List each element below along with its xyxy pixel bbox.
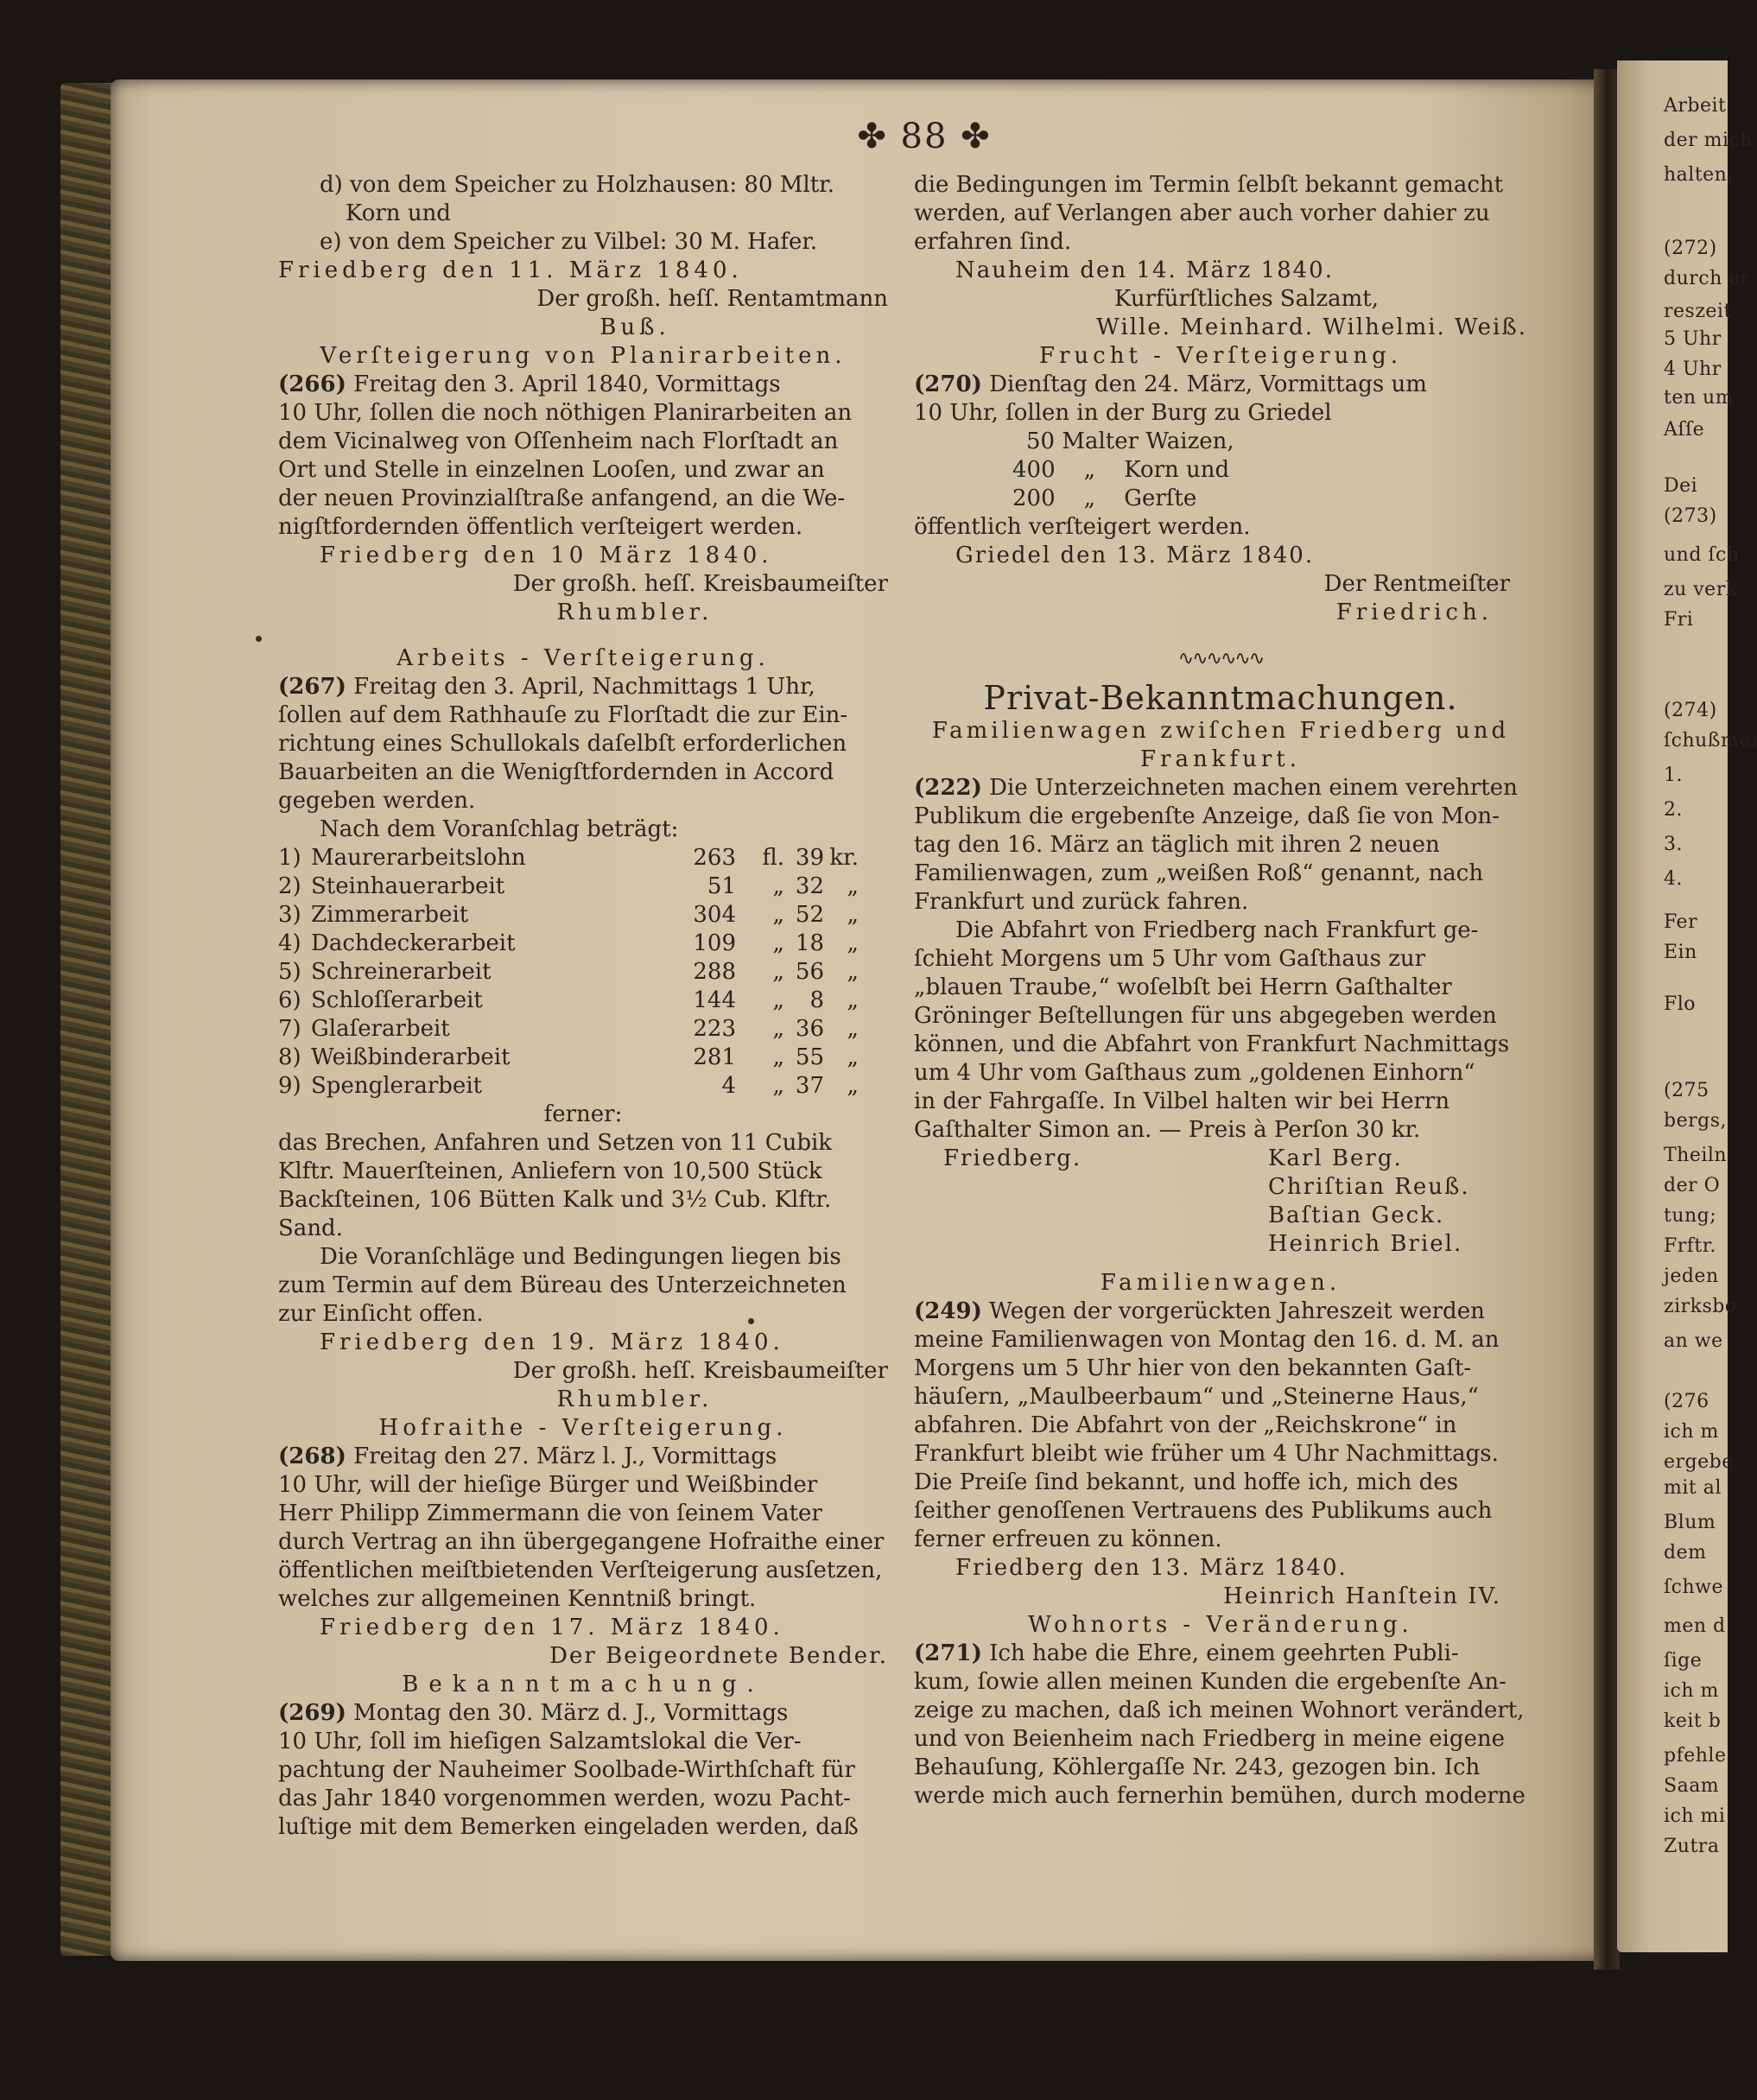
adjacent-page-text: mit al bbox=[1664, 1477, 1722, 1499]
notice-text: Publikum die ergebenſte Anzeige, daß ſie von Mon- bbox=[914, 803, 1500, 829]
notice-text: ſollen auf dem Rathhauſe zu Florſtadt die zur Ein- bbox=[278, 702, 848, 728]
adjacent-page-text: 2. bbox=[1664, 799, 1683, 821]
dateline: Friedberg den 19. März 1840. bbox=[320, 1329, 784, 1355]
notice-text: Familienwagen, zum „weißen Roß“ genannt, nach bbox=[914, 860, 1484, 886]
notice-heading-270: Frucht - Verſteigerung. bbox=[1038, 343, 1403, 369]
cost-row bbox=[278, 987, 888, 1015]
notice-text: Morgens um 5 Uhr hier von den bekannten Gaſt- bbox=[914, 1355, 1472, 1381]
notice-text: kum, ſowie allen meinen Kunden die ergebenſte An- bbox=[914, 1669, 1506, 1695]
cost-item-label: Steinhauerarbeit bbox=[311, 873, 505, 899]
adjacent-page-text: Fer bbox=[1664, 911, 1698, 933]
cost-gulden-unit: fl. bbox=[762, 845, 784, 871]
notice-text: Ich habe die Ehre, einem geehrten Publi- bbox=[989, 1640, 1459, 1666]
cost-gulden: 109 bbox=[693, 930, 736, 956]
notice-number: (222) bbox=[914, 775, 982, 801]
cost-table bbox=[278, 844, 888, 1101]
cost-kreuzer-unit: „ bbox=[847, 1073, 859, 1099]
cost-item-number: 8) bbox=[278, 1044, 301, 1070]
adjacent-page-text: men d bbox=[1664, 1615, 1726, 1637]
notice-heading-267: Arbeits - Verſteigerung. bbox=[396, 645, 770, 671]
cost-gulden-unit: „ bbox=[772, 959, 784, 985]
cost-gulden: 4 bbox=[721, 1073, 736, 1099]
notice-text: pachtung der Nauheimer Soolbade-Wirthſchaft für bbox=[278, 1757, 855, 1783]
adjacent-page-text: (276 bbox=[1664, 1391, 1709, 1412]
adjacent-page-text: (274) bbox=[1664, 700, 1717, 721]
cost-gulden-unit: „ bbox=[772, 873, 784, 899]
notice-text: der neuen Provinzialſtraße anfangend, an die We- bbox=[278, 485, 846, 511]
notice-text: öffentlich verſteigert werden. bbox=[914, 514, 1251, 540]
cost-kreuzer-unit: „ bbox=[847, 902, 859, 928]
cost-gulden-unit: „ bbox=[772, 1044, 784, 1070]
notice-number: (269) bbox=[278, 1700, 346, 1726]
cost-kreuzer: 8 bbox=[809, 987, 824, 1013]
notice-text: Die Unterzeichneten machen einem verehrten bbox=[989, 775, 1518, 801]
cost-kreuzer: 32 bbox=[795, 873, 824, 899]
notice-text: dem Vicinalweg von Oſſenheim nach Florſtadt an bbox=[278, 428, 839, 454]
cost-item-label: Dachdeckerarbeit bbox=[311, 930, 516, 956]
cost-gulden: 223 bbox=[693, 1016, 736, 1042]
notice-text: nigſtfordernden öffentlich verſteigert werden. bbox=[278, 514, 803, 540]
notice-text: Die Voranſchläge und Bedingungen liegen bis bbox=[320, 1244, 841, 1270]
cost-row bbox=[278, 872, 888, 901]
book-gutter bbox=[1594, 69, 1620, 1970]
ornament-right-icon: ✤ bbox=[961, 117, 992, 156]
notice-text: zum Termin auf dem Büreau des Unterzeichneten bbox=[278, 1272, 847, 1298]
dateline: Friedberg den 11. März 1840. bbox=[278, 257, 743, 283]
adjacent-page-text: ergebe bbox=[1664, 1451, 1734, 1473]
adjacent-page-text: Dei bbox=[1664, 475, 1698, 497]
cost-item-label: Schreinerarbeit bbox=[311, 959, 492, 985]
notice-text: 10 Uhr, ſoll im hieſigen Salzamtslokal die Ver- bbox=[278, 1729, 802, 1754]
cost-gulden: 288 bbox=[693, 959, 736, 985]
notice-number: (267) bbox=[278, 674, 346, 700]
grain-item: 200 „ Gerſte bbox=[1012, 485, 1197, 511]
adjacent-page-text: (275 bbox=[1664, 1080, 1709, 1101]
adjacent-page-text: Frftr. bbox=[1664, 1235, 1716, 1257]
notice-text: können, und die Abfahrt von Frankfurt Nachmittags bbox=[914, 1031, 1510, 1057]
adjacent-page-text: 4. bbox=[1664, 868, 1683, 890]
grain-item: 50 Malter Waizen, bbox=[1026, 428, 1234, 454]
adjacent-page-text: ich mi bbox=[1664, 1805, 1726, 1827]
right-column bbox=[914, 171, 1527, 1811]
notice-text: öffentlichen meiſtbietenden Verſteigerung ausſetzen, bbox=[278, 1558, 883, 1583]
notice-text: das Jahr 1840 vorgenommen werden, wozu Pacht- bbox=[278, 1786, 851, 1811]
signature: Heinrich Hanſtein IV. bbox=[1223, 1583, 1501, 1609]
adjacent-page-text: Aſſe bbox=[1664, 419, 1705, 441]
notice-heading-266: Verſteigerung von Planirarbeiten. bbox=[320, 343, 847, 369]
signature: Der Beigeordnete Bender. bbox=[549, 1643, 888, 1669]
cost-item-number: 1) bbox=[278, 845, 301, 871]
notice-text: tag den 16. März an täglich mit ihren 2 neuen bbox=[914, 832, 1440, 858]
cost-kreuzer: 56 bbox=[795, 959, 824, 985]
cost-gulden: 51 bbox=[707, 873, 736, 899]
cost-kreuzer-unit: „ bbox=[847, 987, 859, 1013]
notice-text: häuſern, „Maulbeerbaum“ und „Steinerne Haus,“ bbox=[914, 1384, 1479, 1410]
adjacent-page-text: ſchwe bbox=[1664, 1577, 1723, 1598]
cost-kreuzer-unit: „ bbox=[847, 873, 859, 899]
notice-text: Dienſtag den 24. März, Vormittags um bbox=[989, 371, 1427, 397]
signature-name: Friedrich. bbox=[1335, 600, 1493, 625]
ornament-left-icon: ✤ bbox=[857, 117, 888, 156]
cost-row bbox=[278, 1044, 888, 1072]
cost-gulden-unit: „ bbox=[772, 1073, 784, 1099]
notice-text: Behauſung, Köhlergaſſe Nr. 243, gezogen bin. Ich bbox=[914, 1754, 1481, 1780]
cost-gulden-unit: „ bbox=[772, 987, 784, 1013]
adjacent-page-text: ſchußmei bbox=[1664, 730, 1757, 752]
notice-text: Die Abfahrt von Friedberg nach Frankfurt ge- bbox=[955, 917, 1479, 943]
adjacent-page-text: 3. bbox=[1664, 834, 1683, 855]
cost-item-label: Zimmerarbeit bbox=[311, 902, 469, 928]
notice-heading-222: Familienwagen zwiſchen Friedberg und bbox=[931, 718, 1510, 744]
notice-text: Klftr. Mauerſteinen, Anliefern von 10,500 Stück bbox=[278, 1158, 822, 1184]
notice-number: (266) bbox=[278, 371, 346, 397]
signature-name: Rhumbler. bbox=[556, 600, 714, 625]
notice-text: werde mich auch fernerhin bemühen, durch moderne bbox=[914, 1783, 1525, 1809]
notice-text: 10 Uhr, ſollen in der Burg zu Griedel bbox=[914, 400, 1332, 426]
adjacent-page-text: dem bbox=[1664, 1542, 1707, 1564]
adjacent-page-text: an we bbox=[1664, 1330, 1723, 1352]
page-number bbox=[795, 117, 1054, 156]
adjacent-page-text: 4 Uhr bbox=[1664, 358, 1722, 380]
cost-intro: Nach dem Voranſchlag beträgt: bbox=[320, 816, 679, 842]
adjacent-page-text: und ſch bbox=[1664, 544, 1740, 566]
paper-speck bbox=[256, 636, 262, 642]
notice-text: Freitag den 3. April, Nachmittags 1 Uhr, bbox=[353, 674, 815, 700]
notice-text: Herr Philipp Zimmermann die von ſeinem Vater bbox=[278, 1500, 822, 1526]
cost-item-number: 2) bbox=[278, 873, 301, 899]
cost-gulden: 281 bbox=[693, 1044, 736, 1070]
dateline: Nauheim den 14. März 1840. bbox=[955, 257, 1334, 283]
notice-text: werden, auf Verlangen aber auch vorher dahier zu bbox=[914, 200, 1490, 226]
adjacent-page-text: 1. bbox=[1664, 765, 1683, 786]
intro-line: d) von dem Speicher zu Holzhausen: 80 Mltr. bbox=[320, 172, 835, 198]
notice-text: um 4 Uhr vom Gaſthaus zum „goldenen Einhorn“ bbox=[914, 1060, 1475, 1086]
notice-number: (271) bbox=[914, 1640, 982, 1666]
cost-item-number: 9) bbox=[278, 1073, 301, 1099]
notice-text: Frankfurt und zurück fahren. bbox=[914, 889, 1249, 915]
cost-gulden-unit: „ bbox=[772, 902, 784, 928]
notice-number: (268) bbox=[278, 1443, 346, 1469]
notice-text: ſchieht Morgens um 5 Uhr vom Gaſthaus zur bbox=[914, 946, 1426, 972]
notice-text: welches zur allgemeinen Kenntniß bringt. bbox=[278, 1586, 757, 1612]
notice-text: zur Einſicht offen. bbox=[278, 1301, 484, 1327]
section-title: Privat-Bekanntmachungen. bbox=[983, 679, 1458, 717]
notice-text: Sand. bbox=[278, 1215, 343, 1241]
intro-line: Korn und bbox=[346, 200, 451, 226]
adjacent-page-text: ſige bbox=[1664, 1650, 1703, 1672]
adjacent-page-text: (272) bbox=[1664, 238, 1717, 259]
dateline: Friedberg den 17. März 1840. bbox=[320, 1615, 784, 1640]
adjacent-page-text: halten, bbox=[1664, 164, 1734, 186]
cost-gulden-unit: „ bbox=[772, 930, 784, 956]
notice-text: Montag den 30. März d. J., Vormittags bbox=[353, 1700, 789, 1726]
cost-kreuzer: 55 bbox=[795, 1044, 824, 1070]
notice-text: Ort und Stelle in einzelnen Looſen, und zwar an bbox=[278, 457, 825, 483]
cost-item-label: Glaſerarbeit bbox=[311, 1016, 450, 1042]
notice-text: Bauarbeiten an die Wenigſtfordernden in Accord bbox=[278, 759, 834, 785]
signature: Der Rentmeiſter bbox=[1323, 571, 1510, 597]
cost-kreuzer-unit: „ bbox=[847, 1016, 859, 1042]
adjacent-page-text: 5 Uhr bbox=[1664, 328, 1722, 350]
signature: Der großh. heſſ. Kreisbaumeiſter bbox=[512, 571, 888, 597]
notice-text: 10 Uhr, ſollen die noch nöthigen Planirarbeiten an bbox=[278, 400, 853, 426]
cost-row bbox=[278, 1015, 888, 1044]
signature-name: Rhumbler. bbox=[556, 1386, 714, 1412]
cost-kreuzer-unit: „ bbox=[847, 930, 859, 956]
adjacent-page-fragment bbox=[1617, 60, 1757, 1952]
cost-item-number: 7) bbox=[278, 1016, 301, 1042]
dateline: Friedberg den 10 März 1840. bbox=[320, 542, 773, 568]
cost-item-label: Spenglerarbeit bbox=[311, 1073, 483, 1099]
signature: Der großh. heſſ. Kreisbaumeiſter bbox=[512, 1358, 888, 1384]
notice-heading-271: Wohnorts - Veränderung. bbox=[1028, 1612, 1413, 1638]
notice-text: und von Beienheim nach Friedberg in meine eigene bbox=[914, 1726, 1505, 1752]
dateline: Friedberg. bbox=[943, 1145, 1082, 1171]
dateline: Griedel den 13. März 1840. bbox=[955, 542, 1315, 568]
adjacent-page-text: Flo bbox=[1664, 993, 1697, 1015]
divider-ornament-icon: ∿∿∿∿∿∿ bbox=[1177, 648, 1264, 669]
signer: Heinrich Briel. bbox=[1268, 1231, 1463, 1257]
notice-text: meine Familienwagen von Montag den 16. d. M. an bbox=[914, 1327, 1500, 1353]
cost-item-label: Maurerarbeitslohn bbox=[311, 845, 526, 871]
signer: Karl Berg. bbox=[1268, 1145, 1403, 1171]
notice-text: „blauen Traube,“ woſelbſt bei Herrn Gaſthalter bbox=[914, 974, 1452, 1000]
notice-text: Gröninger Beſtellungen für uns abgegeben werden bbox=[914, 1003, 1497, 1029]
notice-text: Gaſthalter Simon an. — Preis à Perſon 30 kr. bbox=[914, 1117, 1421, 1143]
cost-item-number: 5) bbox=[278, 959, 301, 985]
cost-row bbox=[278, 1072, 888, 1101]
adjacent-page-text: Fri bbox=[1664, 609, 1694, 631]
adjacent-page-text: pfehle bbox=[1664, 1745, 1727, 1767]
cost-kreuzer: 18 bbox=[795, 930, 824, 956]
notice-text: 10 Uhr, will der hieſige Bürger und Weißbinder bbox=[278, 1472, 818, 1498]
signer: Chriſtian Reuß. bbox=[1268, 1174, 1470, 1200]
cost-kreuzer: 37 bbox=[795, 1073, 824, 1099]
notice-number: (270) bbox=[914, 371, 982, 397]
notice-text: zeige zu machen, daß ich meinen Wohnort verändert, bbox=[914, 1697, 1525, 1723]
adjacent-page-text: zirksbo bbox=[1664, 1296, 1737, 1317]
notice-text: Backſteinen, 106 Bütten Kalk und 3½ Cub. Klftr. bbox=[278, 1187, 832, 1213]
left-column bbox=[278, 171, 888, 1842]
notice-text: abfahren. Die Abfahrt von der „Reichskrone“ in bbox=[914, 1412, 1457, 1438]
signer: Baſtian Geck. bbox=[1268, 1202, 1445, 1228]
page-number-value: 88 bbox=[900, 117, 948, 156]
adjacent-page-text: reszeit bbox=[1664, 301, 1732, 322]
cost-row bbox=[278, 958, 888, 987]
cost-kreuzer-unit: „ bbox=[847, 959, 859, 985]
adjacent-page-text: jeden bbox=[1664, 1266, 1719, 1287]
adjacent-page-text: ich m bbox=[1664, 1421, 1719, 1443]
notice-text: Die Preiſe ſind bekannt, und hoffe ich, mich des bbox=[914, 1469, 1459, 1495]
notice-heading-222-cont: Frankfurt. bbox=[1140, 746, 1301, 772]
adjacent-page-text: ten um bbox=[1664, 387, 1735, 409]
notice-text: luſtige mit dem Bemerken eingeladen werden, daß bbox=[278, 1814, 859, 1840]
signature-names: Wille. Meinhard. Wilhelmi. Weiß. bbox=[1096, 314, 1527, 340]
cost-item-number: 4) bbox=[278, 930, 301, 956]
notice-number: (249) bbox=[914, 1298, 982, 1324]
notice-heading-269: Bekanntmachung. bbox=[402, 1672, 764, 1697]
signature: Der großh. heſſ. Rentamtmann bbox=[536, 286, 888, 312]
cost-kreuzer-unit: „ bbox=[847, 1044, 859, 1070]
adjacent-page-text: bergs, bbox=[1664, 1110, 1727, 1132]
cost-gulden: 304 bbox=[693, 902, 736, 928]
adjacent-page-text: der O bbox=[1664, 1175, 1721, 1196]
dateline: Friedberg den 13. März 1840. bbox=[955, 1555, 1348, 1581]
adjacent-page-text: Ein bbox=[1664, 942, 1697, 963]
adjacent-page-text: durch er bbox=[1664, 268, 1750, 289]
signature-name: Buß. bbox=[599, 314, 670, 340]
notice-text: gegeben werden. bbox=[278, 788, 476, 814]
adjacent-page-text: Arbeit bbox=[1664, 95, 1727, 117]
notice-text: in der Fahrgaſſe. In Vilbel halten wir bei Herrn bbox=[914, 1088, 1450, 1114]
ferner-label: ferner: bbox=[543, 1101, 623, 1127]
cost-gulden-unit: „ bbox=[772, 1016, 784, 1042]
intro-line: e) von dem Speicher zu Vilbel: 30 M. Hafer. bbox=[320, 229, 818, 255]
cost-kreuzer: 39 bbox=[795, 845, 824, 871]
notice-text: Freitag den 27. März l. J., Vormittags bbox=[353, 1443, 777, 1469]
cost-kreuzer: 36 bbox=[795, 1016, 824, 1042]
adjacent-page-text: (273) bbox=[1664, 505, 1717, 527]
cost-item-label: Schloſſerarbeit bbox=[311, 987, 483, 1013]
notice-heading-268: Hofraithe - Verſteigerung. bbox=[378, 1415, 788, 1441]
cost-item-label: Weißbinderarbeit bbox=[311, 1044, 511, 1070]
adjacent-page-text: zu verk bbox=[1664, 579, 1738, 600]
adjacent-page-text: keit b bbox=[1664, 1710, 1722, 1732]
adjacent-page-text: tung; bbox=[1664, 1205, 1717, 1227]
adjacent-page-text: der mich bbox=[1664, 130, 1753, 151]
notice-text: erfahren ſind. bbox=[914, 229, 1072, 255]
cost-item-number: 3) bbox=[278, 902, 301, 928]
adjacent-page-text: Blum bbox=[1664, 1512, 1716, 1533]
paper-speck bbox=[748, 1318, 754, 1324]
adjacent-page-text: Zutra bbox=[1664, 1836, 1720, 1857]
notice-text: richtung eines Schullokals daſelbſt erforderlichen bbox=[278, 731, 847, 757]
adjacent-page-text: ich m bbox=[1664, 1680, 1719, 1702]
notice-heading-249: Familienwagen. bbox=[1100, 1270, 1342, 1296]
signature: Kurfürſtliches Salzamt, bbox=[1113, 286, 1380, 312]
notice-text: ſeither genoſſenen Vertrauens des Publikums auch bbox=[914, 1498, 1493, 1524]
notice-text: Wegen der vorgerückten Jahreszeit werden bbox=[989, 1298, 1485, 1324]
adjacent-page-text: Saam bbox=[1664, 1775, 1720, 1797]
notice-text: ferner erfreuen zu können. bbox=[914, 1526, 1222, 1552]
notice-text: Frankfurt bleibt wie früher um 4 Uhr Nachmittags. bbox=[914, 1441, 1499, 1467]
cost-gulden: 144 bbox=[693, 987, 736, 1013]
notice-text: Freitag den 3. April 1840, Vormittags bbox=[353, 371, 781, 397]
notice-text: durch Vertrag an ihn übergegangene Hofraithe einer bbox=[278, 1529, 885, 1555]
adjacent-page-text: Theiln bbox=[1664, 1145, 1728, 1166]
cost-row bbox=[278, 844, 888, 872]
cost-row bbox=[278, 929, 888, 958]
cost-gulden: 263 bbox=[693, 845, 736, 871]
notice-text: das Brechen, Anfahren und Setzen von 11 Cubik bbox=[278, 1130, 833, 1156]
notice-text: die Bedingungen im Termin ſelbſt bekannt gemacht bbox=[914, 172, 1504, 198]
cost-row bbox=[278, 901, 888, 929]
cost-kreuzer-unit: kr. bbox=[829, 845, 859, 871]
cost-kreuzer: 52 bbox=[795, 902, 824, 928]
grain-item: 400 „ Korn und bbox=[1012, 457, 1230, 483]
cost-item-number: 6) bbox=[278, 987, 301, 1013]
